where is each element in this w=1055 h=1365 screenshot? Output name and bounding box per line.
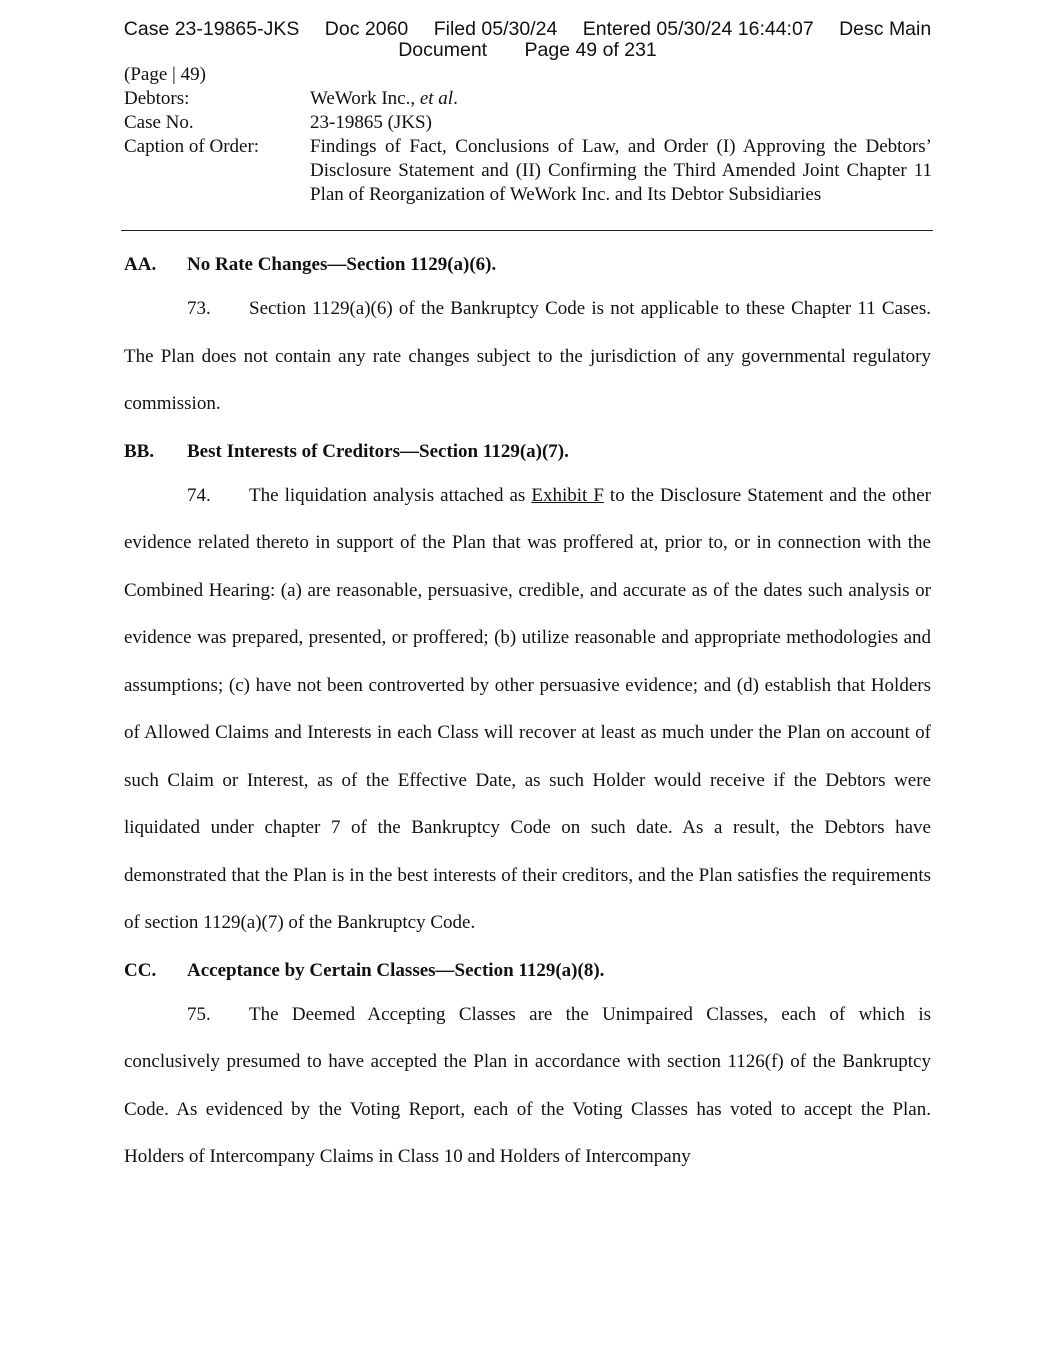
paragraph-text: Section 1129(a)(6) of the Bankruptcy Code is not applicable to these Chapter 11 Cases. The Plan does not contain any rate changes subject to the jurisdiction of any governmental regulatory commission.	[124, 298, 931, 414]
debtors-label: Debtors:	[124, 88, 190, 109]
caption-block	[124, 63, 932, 207]
paragraph-73	[124, 285, 931, 428]
section-title: Acceptance by Certain Classes—Section 1129(a)(8).	[187, 959, 605, 981]
paragraph-text: The Deemed Accepting Classes are the Unimpaired Classes, each of which is conclusively presumed to have accepted the Plan in accordance with section 1126(f) of the Bankruptcy Code. As evidenced by the Voting Report, each of the Voting Classes has voted to accept the Plan. Holders of Intercompany Claims in Class 10 and Holders of Intercompany	[124, 1003, 931, 1167]
stamp-line-2	[0, 40, 1055, 61]
case-number-row	[124, 111, 932, 135]
paragraph-text-start: The liquidation analysis attached as	[249, 484, 532, 506]
section-heading-cc	[124, 947, 931, 991]
section-letter: AA.	[124, 254, 157, 275]
doc-number-stamp: Doc 2060	[324, 18, 409, 40]
order-caption-row	[124, 135, 932, 207]
document-body	[124, 241, 931, 1181]
paragraph-75	[124, 991, 931, 1181]
debtors-period: .	[453, 88, 458, 109]
court-filing-stamp	[0, 19, 1055, 61]
debtors-name: WeWork Inc.,	[310, 88, 420, 109]
exhibit-f-reference: Exhibit F	[531, 484, 604, 506]
debtors-row	[124, 87, 932, 111]
stamp-line-1	[0, 19, 1055, 40]
section-title: No Rate Changes—Section 1129(a)(6).	[187, 254, 497, 275]
document-stamp: Document	[398, 39, 488, 61]
page-reference: (Page | 49)	[124, 64, 206, 85]
debtors-value	[310, 87, 932, 111]
paragraph-number: 73.	[187, 298, 211, 319]
paragraph-number: 74.	[187, 484, 211, 506]
caption-divider	[121, 230, 933, 231]
page-count-stamp: Page 49 of 231	[524, 39, 657, 61]
case-number-value: 23-19865 (JKS)	[310, 112, 432, 133]
section-title: Best Interests of Creditors—Section 1129(a)(7).	[187, 440, 569, 462]
order-caption-label: Caption of Order:	[124, 136, 260, 157]
filed-date-stamp: Filed 05/30/24	[433, 18, 558, 40]
debtors-et-al: et al	[419, 88, 454, 109]
section-letter: BB.	[124, 440, 155, 462]
order-caption-value: Findings of Fact, Conclusions of Law, and Order (I) Approving the Debtors’ Disclosure Statement and (II) Confirming the Third Amended Joint Chapter 11 Plan of Reorganization of WeWork Inc. and Its Debtor Subsidiaries	[310, 136, 932, 205]
paragraph-74	[124, 472, 931, 947]
desc-stamp: Desc Main	[839, 18, 932, 40]
section-letter: CC.	[124, 959, 157, 981]
paragraph-number: 75.	[187, 1003, 211, 1025]
section-heading-aa	[124, 241, 931, 285]
case-number-stamp: Case 23-19865-JKS	[123, 18, 300, 40]
section-heading-bb	[124, 428, 931, 472]
entered-date-stamp: Entered 05/30/24 16:44:07	[582, 18, 814, 40]
paragraph-text-rest: to the Disclosure Statement and the other evidence related thereto in support of the Plan that was proffered at, prior to, or in connection with the Combined Hearing: (a) are reasonable, persuasive, credible, and accurate as of the dates such analysis or evidence was prepared, presented, or proffered; (b) utilize reasonable and appropriate methodologies and assumptions; (c) have not been controverted by other persuasive evidence; and (d) establish that Holders of Allowed Claims and Interests in each Class will recover at least as much under the Plan on account of such Claim or Interest, as of the Effective Date, as such Holder would receive if the Debtors were liquidated under chapter 7 of the Bankruptcy Code on such date. As a result, the Debtors have demonstrated that the Plan is in the best interests of their creditors, and the Plan satisfies the requirements of section 1129(a)(7) of the Bankruptcy Code.	[124, 484, 932, 933]
case-number-label: Case No.	[124, 112, 194, 133]
